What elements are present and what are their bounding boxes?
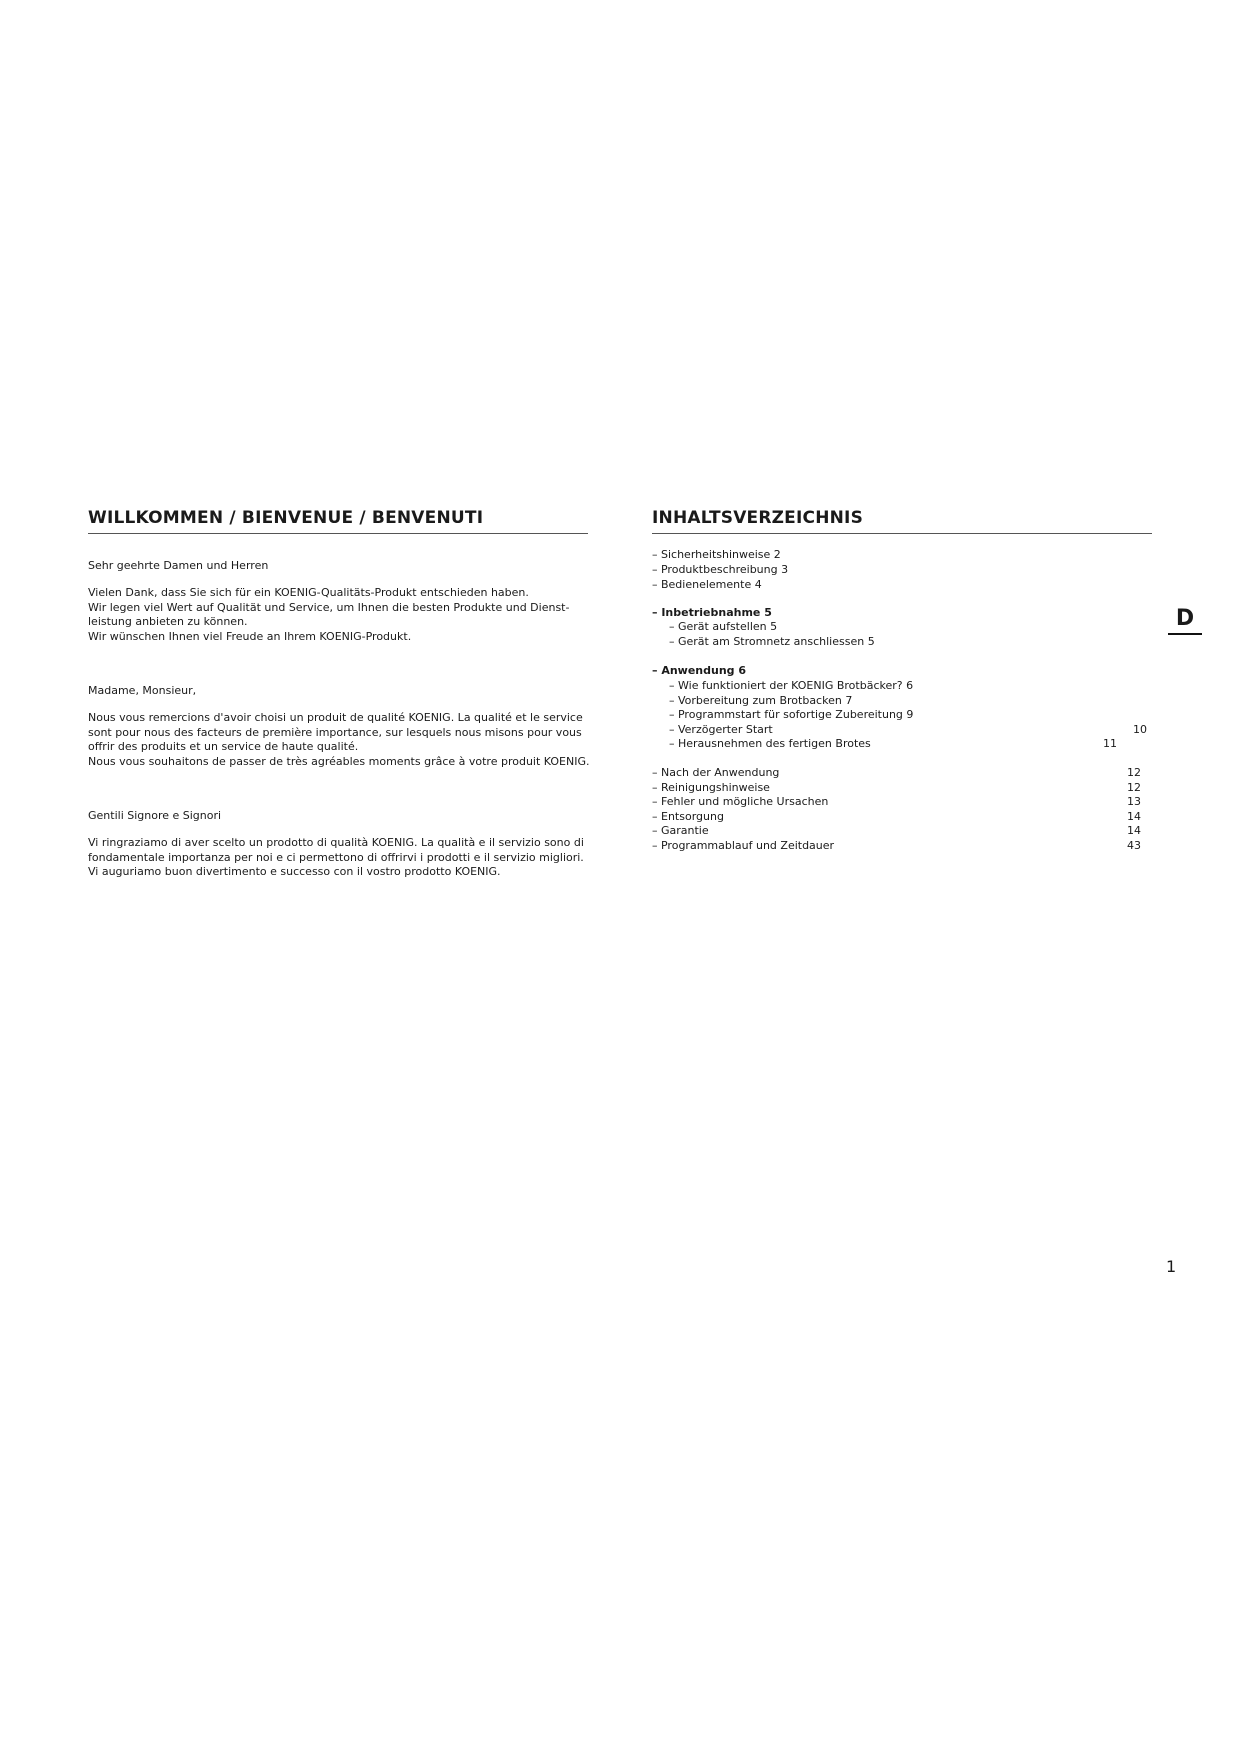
toc-item[interactable]: – Entsorgung	[652, 810, 724, 823]
toc-page-number: 10	[1133, 723, 1147, 736]
toc-page-number: 12	[1127, 766, 1141, 779]
toc-subitem[interactable]: – Vorbereitung zum Brotbacken 7	[669, 694, 853, 707]
toc-item[interactable]: – Programmablauf und Zeitdauer	[652, 839, 835, 852]
paragraph-line: fondamentale importanza per noi e ci permettono di offrirvi i prodotti e il servizio migliori.	[88, 850, 584, 864]
toc-item[interactable]: – Anwendung 6	[652, 664, 747, 677]
toc-subitem[interactable]: – Gerät aufstellen 5	[669, 620, 778, 633]
paragraph-fr	[88, 711, 590, 769]
greeting-fr: Madame, Monsieur,	[88, 684, 197, 697]
toc-page-number: 43	[1127, 839, 1141, 852]
paragraph-line: Vi auguriamo buon divertimento e successo con il vostro prodotto KOENIG.	[88, 865, 501, 878]
toc-page-number: 12	[1127, 781, 1141, 794]
paragraph-line: offrir des produits et un service de haute qualité.	[88, 740, 359, 753]
paragraph-line: sont pour nous des facteurs de première importance, sur lesquels nous misons pour vous	[88, 725, 582, 739]
toc-subitem[interactable]: – Programmstart für sofortige Zubereitung 9	[669, 708, 914, 721]
toc-item[interactable]: – Fehler und mögliche Ursachen	[652, 795, 829, 808]
paragraph-line: Vielen Dank, dass Sie sich für ein KOENIG-Qualitäts-Produkt entschieden haben.	[88, 586, 529, 599]
paragraph-de	[88, 586, 569, 644]
toc-item[interactable]: – Bedienelemente 4	[652, 578, 762, 591]
paragraph-it	[88, 836, 584, 880]
toc-item[interactable]: – Inbetriebnahme 5	[652, 606, 772, 619]
toc-subitem[interactable]: – Wie funktioniert der KOENIG Brotbäcker? 6	[669, 679, 914, 692]
language-tab: D	[1168, 606, 1202, 635]
page-number: 1	[1166, 1257, 1177, 1276]
greeting-it: Gentili Signore e Signori	[88, 809, 222, 822]
greeting-de: Sehr geehrte Damen und Herren	[88, 559, 269, 572]
toc-subitem[interactable]: – Gerät am Stromnetz anschliessen 5	[669, 635, 875, 648]
toc-item[interactable]: – Reinigungshinweise	[652, 781, 770, 794]
toc-item[interactable]: – Nach der Anwendung	[652, 766, 780, 779]
toc-subitem[interactable]: – Verzögerter Start	[669, 723, 773, 736]
paragraph-line: Vi ringraziamo di aver scelto un prodotto di qualità KOENIG. La qualità e il servizio sono di	[88, 836, 584, 849]
toc-section	[652, 508, 1152, 534]
paragraph-line: Wir legen viel Wert auf Qualität und Service, um Ihnen die besten Produkte und Dienst-	[88, 600, 570, 614]
welcome-heading: WILLKOMMEN / BIENVENUE / BENVENUTI	[88, 508, 588, 534]
toc-item[interactable]: – Produktbeschreibung 3	[652, 563, 789, 576]
toc-page-number: 14	[1127, 810, 1141, 823]
toc-heading: INHALTSVERZEICHNIS	[652, 508, 1152, 534]
toc-page-number: 11	[1103, 737, 1117, 750]
toc-subitem[interactable]: – Herausnehmen des fertigen Brotes	[669, 737, 871, 750]
paragraph-line: Nous vous souhaitons de passer de très agréables moments grâce à votre produit KOENIG.	[88, 754, 590, 768]
toc-page-number: 13	[1127, 795, 1141, 808]
toc-item[interactable]: – Garantie	[652, 824, 709, 837]
toc-page-number: 14	[1127, 824, 1141, 837]
welcome-section	[88, 508, 588, 534]
paragraph-line: Wir wünschen Ihnen viel Freude an Ihrem KOENIG-Produkt.	[88, 629, 412, 643]
paragraph-line: Nous vous remercions d'avoir choisi un produit de qualité KOENIG. La qualité et le service	[88, 711, 583, 724]
paragraph-line: leistung anbieten zu können.	[88, 615, 248, 628]
toc-item[interactable]: – Sicherheitshinweise 2	[652, 548, 781, 561]
